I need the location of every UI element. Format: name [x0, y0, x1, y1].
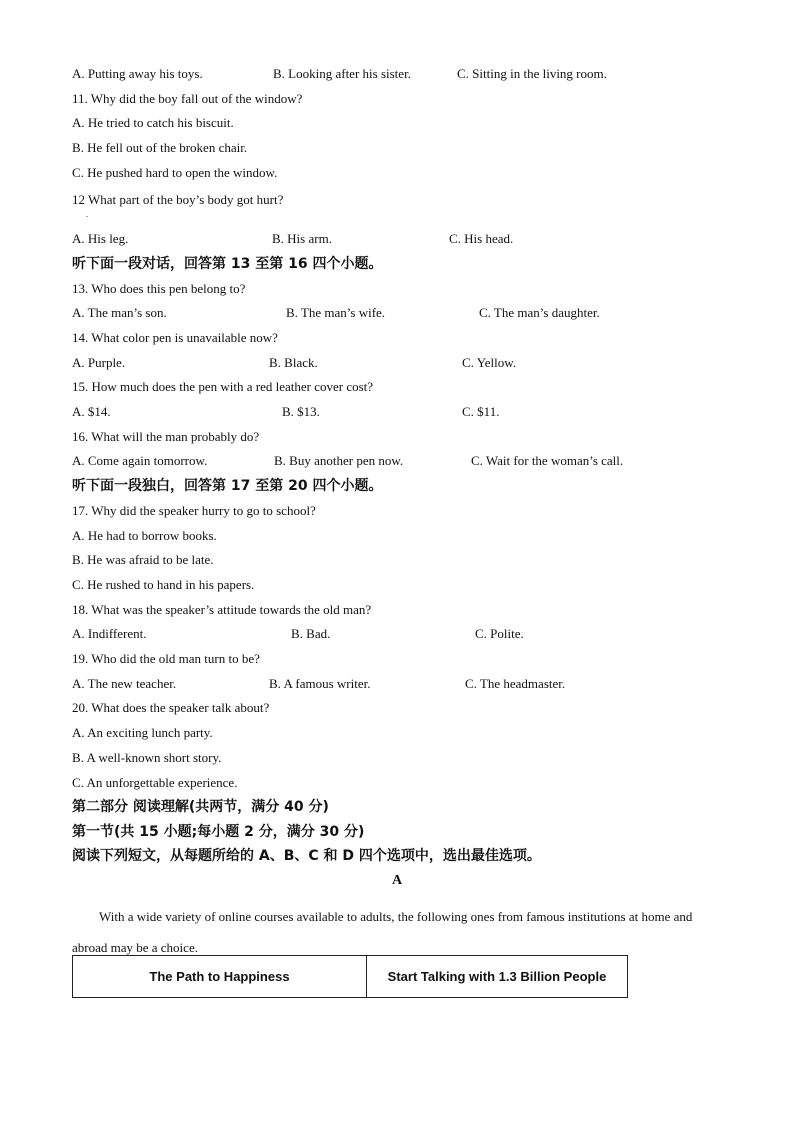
course-table	[72, 955, 628, 998]
q20-option-b: B. A well-known short story.	[72, 750, 222, 765]
q14-question: 14. What color pen is unavailable now?	[72, 330, 278, 345]
q19-option-b: B. A famous writer.	[269, 676, 371, 691]
section1-title: 第一节(共 15 小题;每小题 2 分，满分 30 分)	[72, 824, 365, 840]
q13-question: 13. Who does this pen belong to?	[72, 281, 246, 296]
passage-intro: With a wide variety of online courses available to adults, the following ones from famous institutions at home and abroad may be a choice.	[72, 909, 693, 955]
q12-question: 12 What part of the boy’s body got hurt?	[72, 192, 284, 207]
reading-instruction: 阅读下列短文，从每题所给的 A、B、C 和 D 四个选项中，选出最佳选项。	[72, 848, 541, 864]
q15-option-c: C. $11.	[462, 404, 500, 419]
q18-option-a: A. Indifferent.	[72, 626, 147, 641]
q18-question: 18. What was the speaker’s attitude towards the old man?	[72, 602, 372, 617]
section-heading-13-16: 听下面一段对话，回答第 13 至第 16 四个小题。	[72, 256, 383, 272]
q10-option-a: A. Putting away his toys.	[72, 66, 203, 81]
q12-option-b: B. His arm.	[272, 231, 332, 246]
q16-option-c: C. Wait for the woman’s call.	[471, 453, 624, 468]
section-heading-17-20: 听下面一段独白，回答第 17 至第 20 四个小题。	[72, 478, 383, 494]
q20-option-a: A. An exciting lunch party.	[72, 725, 213, 740]
passage-letter: A	[391, 873, 403, 888]
q20-option-c: C. An unforgettable experience.	[72, 775, 238, 790]
q17-option-b: B. He was afraid to be late.	[72, 552, 214, 567]
q12-option-a: A. His leg.	[72, 231, 129, 246]
q15-option-b: B. $13.	[282, 404, 320, 419]
q14-option-a: A. Purple.	[72, 355, 126, 370]
q13-option-c: C. The man’s daughter.	[479, 305, 600, 320]
q16-question: 16. What will the man probably do?	[72, 429, 260, 444]
q10-option-c: C. Sitting in the living room.	[457, 66, 607, 81]
table-header-cell: The Path to Happiness	[73, 956, 367, 998]
q20-question: 20. What does the speaker talk about?	[72, 700, 270, 715]
q10-option-b: B. Looking after his sister.	[273, 66, 411, 81]
q19-option-a: A. The new teacher.	[72, 676, 177, 691]
q13-option-b: B. The man’s wife.	[286, 305, 386, 320]
q11-option-a: A. He tried to catch his biscuit.	[72, 115, 234, 130]
table-header-cell: Start Talking with 1.3 Billion People	[367, 956, 628, 998]
q19-option-c: C. The headmaster.	[465, 676, 566, 691]
q18-option-b: B. Bad.	[291, 626, 331, 641]
q12-option-c: C. His head.	[449, 231, 514, 246]
q19-question: 19. Who did the old man turn to be?	[72, 651, 260, 666]
q11-question: 11. Why did the boy fall out of the window?	[72, 91, 303, 106]
q11-option-b: B. He fell out of the broken chair.	[72, 140, 248, 155]
q17-question: 17. Why did the speaker hurry to go to school?	[72, 503, 316, 518]
q17-option-a: A. He had to borrow books.	[72, 528, 217, 543]
q16-option-b: B. Buy another pen now.	[274, 453, 404, 468]
q17-option-c: C. He rushed to hand in his papers.	[72, 577, 255, 592]
q15-question: 15. How much does the pen with a red leather cover cost?	[72, 379, 374, 394]
q15-option-a: A. $14.	[72, 404, 111, 419]
q14-option-b: B. Black.	[269, 355, 318, 370]
q14-option-c: C. Yellow.	[462, 355, 517, 370]
q18-option-c: C. Polite.	[475, 626, 524, 641]
q16-option-a: A. Come again tomorrow.	[72, 453, 208, 468]
q13-option-a: A. The man’s son.	[72, 305, 167, 320]
part2-title: 第二部分 阅读理解(共两节，满分 40 分)	[72, 799, 329, 815]
q11-option-c: C. He pushed hard to open the window.	[72, 165, 278, 180]
q12-dot-mark: .	[86, 210, 88, 219]
